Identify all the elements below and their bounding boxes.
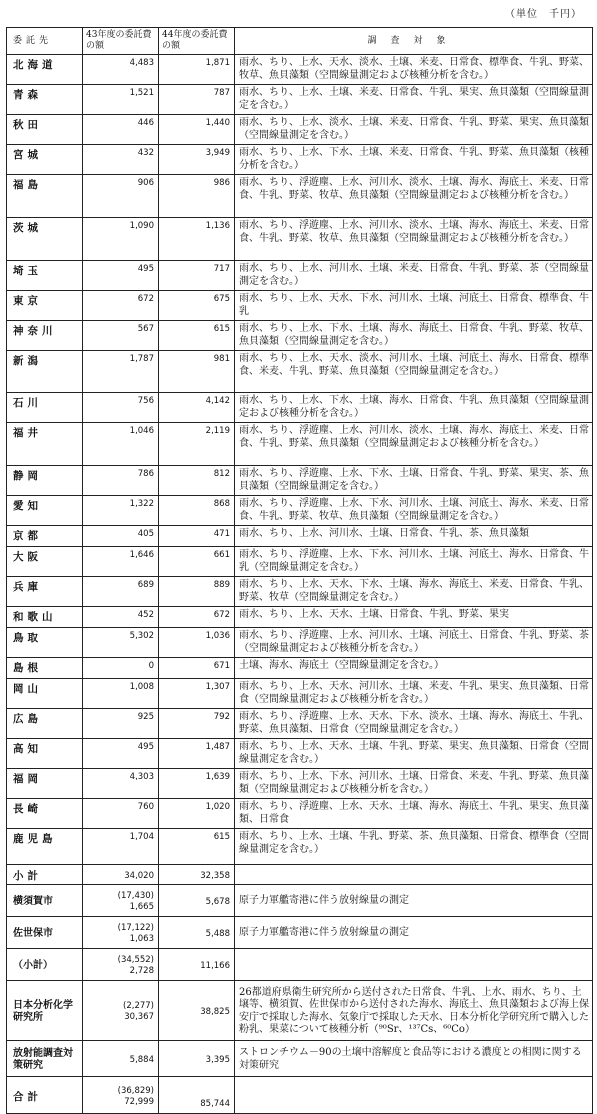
- amount-44: 675: [159, 291, 235, 321]
- survey-targets: 原子力軍艦寄港に伴う放射線量の測定: [235, 917, 593, 949]
- table-row: [7, 466, 593, 496]
- amount-44: 981: [159, 351, 235, 393]
- survey-targets: 雨水、ちり、上水、河川水、土壌、日常食、牛乳、茶、魚貝藻類: [235, 526, 593, 547]
- amount-44: 471: [159, 526, 235, 547]
- table-row: [7, 739, 593, 769]
- entrusted-name: 宮城: [7, 145, 83, 175]
- unit-label: （単位 千円）: [505, 9, 582, 20]
- amount-43: 446: [83, 115, 159, 145]
- amount-43: 432: [83, 145, 159, 175]
- amount-43: 1,646: [83, 547, 159, 577]
- table-row: [7, 175, 593, 218]
- table-row: [7, 218, 593, 261]
- amount-43: [83, 1041, 159, 1077]
- entrusted-name: （小計）: [7, 949, 83, 981]
- amount-43: 760: [83, 799, 159, 829]
- entrusted-name: 静岡: [7, 466, 83, 496]
- survey-targets: 雨水、ちり、上水、天水、河川水、土壌、米麦、牛乳、果実、魚貝藻類、日常食（空間線量測定および核種分析を含む。）: [235, 679, 593, 709]
- amount-44: 986: [159, 175, 235, 218]
- amount-44: 1,871: [159, 55, 235, 85]
- total-row: [7, 1077, 593, 1114]
- amount-43: 1,521: [83, 85, 159, 115]
- amount-44: 889: [159, 577, 235, 607]
- total-section: [7, 1077, 593, 1114]
- entrusted-name: 東京: [7, 291, 83, 321]
- survey-targets: 雨水、ちり、上水、天水、土壌、牛乳、野菜、果実、魚貝藻類、日常食（空間線量測定を含む。）: [235, 739, 593, 769]
- table-row: [7, 547, 593, 577]
- entrusted-name: 青森: [7, 85, 83, 115]
- survey-targets: 雨水、ちり、上水、土壌、牛乳、野菜、茶、魚貝藻類、日常食、標準食（空間線量測定を含む。）: [235, 829, 593, 865]
- amount-44: 661: [159, 547, 235, 577]
- prefecture-rows: [7, 55, 593, 865]
- city-row: [7, 917, 593, 949]
- amount-44: 1,440: [159, 115, 235, 145]
- budget-table: [6, 27, 593, 1114]
- entrusted-name: 兵庫: [7, 577, 83, 607]
- entrusted-name: 日本分析化学研究所: [7, 981, 83, 1041]
- amount-44: 1,020: [159, 799, 235, 829]
- amount-44: 812: [159, 466, 235, 496]
- amount-43-top: (2,277): [123, 1001, 154, 1011]
- amount-43: 495: [83, 739, 159, 769]
- amount-43: [83, 917, 159, 949]
- amount-43: 1,787: [83, 351, 159, 393]
- amount-43: 689: [83, 577, 159, 607]
- subtotal-desc: [235, 865, 593, 885]
- amount-44: 672: [159, 607, 235, 628]
- amount-44: 3,949: [159, 145, 235, 175]
- amount-44: 717: [159, 261, 235, 291]
- entrusted-name: 長崎: [7, 799, 83, 829]
- subtotal-row: [7, 865, 593, 885]
- subtotal-a43: 34,020: [83, 865, 159, 885]
- survey-targets: [235, 949, 593, 981]
- amount-43: 1,322: [83, 496, 159, 526]
- amount-43: 4,303: [83, 769, 159, 799]
- amount-44: 615: [159, 829, 235, 865]
- survey-targets: 雨水、ちり、上水、河川水、土壌、米麦、日常食、牛乳、野菜、茶（空間線量測定を含む。）: [235, 261, 593, 291]
- amount-43: 1,008: [83, 679, 159, 709]
- amount-43: 672: [83, 291, 159, 321]
- city-row: [7, 885, 593, 917]
- city-row: [7, 949, 593, 981]
- survey-targets: 雨水、ちり、上水、天水、下水、土壌、海水、海底土、米麦、日常食、牛乳、野菜、牧草（空間線量測定を含む。）: [235, 577, 593, 607]
- amount-43: [83, 885, 159, 917]
- amount-43: 786: [83, 466, 159, 496]
- entrusted-name: 埼玉: [7, 261, 83, 291]
- entrusted-name: 京都: [7, 526, 83, 547]
- amount-44: 792: [159, 709, 235, 739]
- survey-targets: 26都道府県衛生研究所から送付された日常食、牛乳、上水、雨水、ちり、土壌等、横須賀、佐世保市から送付された海水、海底土、魚貝藻類および海上保安庁で採取した海水、気象庁で採取した天水、日本分析化学研究所で購入した粉乳、果菜について核種分析（⁹⁰Sr、¹³⁷Cs、⁶⁰Co）: [235, 981, 593, 1041]
- total-a44: 85,744: [159, 1077, 235, 1114]
- amount-44: 1,136: [159, 218, 235, 261]
- entrusted-name: 佐世保市: [7, 917, 83, 949]
- amount-43-top: (17,430): [117, 891, 154, 901]
- total-a43-bottom: 72,999: [124, 1096, 154, 1107]
- amount-44: 38,825: [159, 981, 235, 1041]
- table-row: [7, 709, 593, 739]
- entrusted-name: 広島: [7, 709, 83, 739]
- entrusted-name: 福島: [7, 175, 83, 218]
- table-row: [7, 628, 593, 658]
- survey-targets: 雨水、ちり、浮遊塵、上水、天水、土壌、海水、海底土、牛乳、果実、魚貝藻類、日常食: [235, 799, 593, 829]
- subtotal-a44: 32,358: [159, 865, 235, 885]
- survey-targets: 雨水、ちり、上水、下水、土壌、米麦、日常食、牛乳、野菜、魚貝藻類（核種分析を含む。）: [235, 145, 593, 175]
- amount-43: 1,046: [83, 423, 159, 466]
- table-row: [7, 769, 593, 799]
- table-row: [7, 829, 593, 865]
- table-row: [7, 291, 593, 321]
- subtotal-section: [7, 865, 593, 885]
- institute-row: [7, 1041, 593, 1077]
- amount-44: 5,488: [159, 917, 235, 949]
- subtotal-name: 小計: [7, 865, 83, 885]
- table-row: [7, 55, 593, 85]
- amount-43: 1,090: [83, 218, 159, 261]
- table-row: [7, 577, 593, 607]
- amount-44: 1,036: [159, 628, 235, 658]
- amount-44: 4,142: [159, 393, 235, 423]
- city-rows: [7, 885, 593, 981]
- entrusted-name: 新潟: [7, 351, 83, 393]
- table-row: [7, 496, 593, 526]
- entrusted-name: 岡山: [7, 679, 83, 709]
- entrusted-name: 神奈川: [7, 321, 83, 351]
- table-row: [7, 351, 593, 393]
- survey-targets: 雨水、ちり、浮遊塵、上水、下水、土壌、日常食、牛乳、野菜、果実、茶、魚貝藻類（空間線量測定を含む。）: [235, 466, 593, 496]
- amount-43-bottom: 1,063: [129, 934, 154, 944]
- entrusted-name: 福岡: [7, 769, 83, 799]
- amount-43: [83, 949, 159, 981]
- survey-targets: 雨水、ちり、浮遊塵、上水、下水、河川水、土壌、河底土、海水、日常食、牛乳（空間線量測定を含む。）: [235, 547, 593, 577]
- table-row: [7, 526, 593, 547]
- amount-43-bottom: 1,665: [129, 902, 154, 912]
- survey-targets: 雨水、ちり、上水、天水、土壌、日常食、牛乳、野菜、果実: [235, 607, 593, 628]
- entrusted-name: 石川: [7, 393, 83, 423]
- entrusted-name: 大阪: [7, 547, 83, 577]
- survey-targets: 雨水、ちり、浮遊塵、上水、河川水、淡水、土壌、海水、海底土、米麦、日常食、牛乳、野菜、牧草、魚貝藻類（空間線量測定および核種分析を含む。）: [235, 175, 593, 218]
- amount-44: 615: [159, 321, 235, 351]
- survey-targets: 雨水、ちり、上水、下水、河川水、土壌、日常食、米麦、牛乳、野菜、魚貝藻類（空間線量測定および核種分析を含む。）: [235, 769, 593, 799]
- total-desc: [235, 1077, 593, 1114]
- amount-43: 405: [83, 526, 159, 547]
- entrusted-name: 秋田: [7, 115, 83, 145]
- total-a43: [83, 1077, 159, 1114]
- survey-targets: 雨水、ちり、上水、天水、淡水、河川水、土壌、河底土、海水、日常食、標準食、米麦、牛乳、野菜、魚貝藻類（空間線量測定を含む。）: [235, 351, 593, 393]
- amount-43: 495: [83, 261, 159, 291]
- amount-44: 1,639: [159, 769, 235, 799]
- header-amt43: 43年度の委託費の額: [83, 28, 159, 55]
- entrusted-name: 和歌山: [7, 607, 83, 628]
- survey-targets: 雨水、ちり、上水、天水、淡水、土壌、米麦、日常食、標準食、牛乳、野菜、牧草、魚貝藻類（空間線量測定および核種分析を含む。）: [235, 55, 593, 85]
- table-row: [7, 393, 593, 423]
- amount-44: 3,395: [159, 1041, 235, 1077]
- amount-43-bottom: 5,884: [129, 1054, 154, 1065]
- entrusted-name: 高知: [7, 739, 83, 769]
- amount-44: 11,166: [159, 949, 235, 981]
- institute-row: [7, 981, 593, 1041]
- amount-43-top: (34,552): [117, 955, 154, 965]
- amount-43: 4,483: [83, 55, 159, 85]
- amount-44: 2,119: [159, 423, 235, 466]
- amount-43-bottom: 2,728: [129, 966, 154, 976]
- entrusted-name: 放射能調査対策研究: [7, 1041, 83, 1077]
- survey-targets: ストロンチウム－90の土壌中溶解度と食品等における濃度との相関に関する対策研究: [235, 1041, 593, 1077]
- header-desc: 調査対象: [235, 28, 593, 55]
- survey-targets: 雨水、ちり、上水、天水、下水、河川水、土壌、河底土、日常食、標準食、牛乳: [235, 291, 593, 321]
- amount-43: 925: [83, 709, 159, 739]
- survey-targets: 雨水、ちり、上水、下水、土壌、海水、海底土、日常食、牛乳、野菜、牧草、魚貝藻類（空間線量測定を含む。）: [235, 321, 593, 351]
- entrusted-name: 福井: [7, 423, 83, 466]
- amount-44: 5,678: [159, 885, 235, 917]
- amount-43: 5,302: [83, 628, 159, 658]
- amount-44: 868: [159, 496, 235, 526]
- survey-targets: 原子力軍艦寄港に伴う放射線量の測定: [235, 885, 593, 917]
- amount-43: 452: [83, 607, 159, 628]
- table-row: [7, 658, 593, 679]
- table-row: [7, 85, 593, 115]
- entrusted-name: 北海道: [7, 55, 83, 85]
- total-name: 合計: [7, 1077, 83, 1114]
- amount-44: 671: [159, 658, 235, 679]
- amount-44: 1,487: [159, 739, 235, 769]
- table-row: [7, 321, 593, 351]
- amount-43: 756: [83, 393, 159, 423]
- survey-targets: 雨水、ちり、浮遊塵、上水、下水、河川水、土壌、河底土、海水、米麦、日常食、牛乳、野菜、牧草、魚貝藻類（空間線量測定を含む。）: [235, 496, 593, 526]
- amount-43-bottom: 30,367: [124, 1012, 154, 1022]
- survey-targets: 雨水、ちり、浮遊塵、上水、河川水、淡水、土壌、海水、海底土、米麦、日常食、牛乳、野菜、魚貝藻類（空間線量測定および核種分析を含む。）: [235, 423, 593, 466]
- survey-targets: 雨水、ちり、上水、土壌、米麦、日常食、牛乳、果実、魚貝藻類（空間線量測定を含む。）: [235, 85, 593, 115]
- table-row: [7, 423, 593, 466]
- table-row: [7, 145, 593, 175]
- total-a43-top: (36,829): [117, 1085, 154, 1096]
- table-row: [7, 607, 593, 628]
- entrusted-name: 茨城: [7, 218, 83, 261]
- amount-43-top: (17,122): [117, 923, 154, 933]
- table-row: [7, 261, 593, 291]
- institute-rows: [7, 981, 593, 1077]
- survey-targets: 雨水、ちり、浮遊塵、上水、天水、下水、淡水、土壌、海水、海底土、牛乳、野菜、魚貝藻類、日常食（空間線量測定を含む。）: [235, 709, 593, 739]
- survey-targets: 雨水、ちり、浮遊塵、上水、河川水、淡水、土壌、海水、海底土、米麦、日常食、牛乳、野菜、牧草、魚貝藻類（空間線量測定および核種分析を含む。）: [235, 218, 593, 261]
- header-row: [7, 28, 593, 55]
- entrusted-name: 島根: [7, 658, 83, 679]
- entrusted-name: 鹿児島: [7, 829, 83, 865]
- amount-44: 787: [159, 85, 235, 115]
- survey-targets: 雨水、ちり、上水、下水、土壌、海水、日常食、牛乳、魚貝藻類（空間線量測定および核種分析を含む。）: [235, 393, 593, 423]
- amount-43: 1,704: [83, 829, 159, 865]
- survey-targets: 土壌、海水、海底土（空間線量測定を含む。）: [235, 658, 593, 679]
- table-row: [7, 679, 593, 709]
- header-name: 委託先: [7, 28, 83, 55]
- table-row: [7, 115, 593, 145]
- amount-43: 0: [83, 658, 159, 679]
- entrusted-name: 愛知: [7, 496, 83, 526]
- amount-43: 906: [83, 175, 159, 218]
- survey-targets: 雨水、ちり、上水、淡水、土壌、米麦、日常食、牛乳、野菜、果実、魚貝藻類（空間線量測定を含む。）: [235, 115, 593, 145]
- entrusted-name: 横須賀市: [7, 885, 83, 917]
- amount-43: 567: [83, 321, 159, 351]
- survey-targets: 雨水、ちり、浮遊塵、上水、河川水、土壌、河底土、日常食、牛乳、野菜、茶（空間線量測定および核種分析を含む。）: [235, 628, 593, 658]
- entrusted-name: 鳥取: [7, 628, 83, 658]
- header-amt44: 44年度の委託費の額: [159, 28, 235, 55]
- amount-43: [83, 981, 159, 1041]
- table-row: [7, 799, 593, 829]
- amount-44: 1,307: [159, 679, 235, 709]
